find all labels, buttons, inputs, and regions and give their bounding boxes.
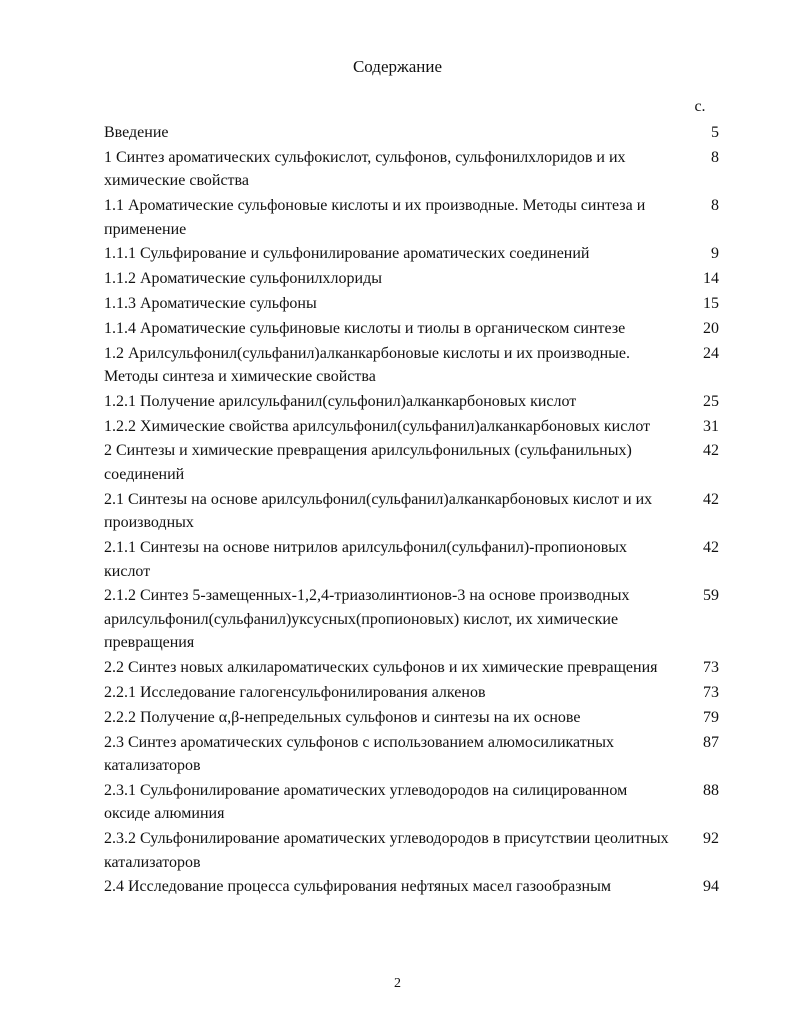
toc-entry-page: 42: [703, 442, 719, 460]
toc-entry-page: 25: [703, 392, 719, 410]
toc-entry-title: 2.3.1 Сульфонилирование ароматических углеводородов на силицированном оксиде алюминия: [104, 781, 628, 823]
toc-entry-page: 73: [703, 683, 719, 701]
toc-entry: [104, 242, 724, 266]
toc-entry-title: 2 Синтезы и химические превращения арилсульфонильных (сульфанильных) соединений: [104, 442, 632, 483]
toc-entry: [104, 292, 724, 316]
toc-entry-title: 1.1.4 Ароматические сульфиновые кислоты и тиолы в органическом синтезе: [104, 319, 626, 337]
toc-entry: [104, 121, 724, 145]
toc-entry-page: 5: [711, 124, 719, 141]
toc-entry-title: 2.1 Синтезы на основе арилсульфонил(сульфанил)алканкарбоновых кислот и их производных: [104, 490, 653, 532]
toc-entry: [104, 342, 724, 389]
toc-entry-title: 1.1 Ароматические сульфоновые кислоты и их производные. Методы синтеза и применение: [104, 197, 646, 238]
toc-entry-title: 2.1.2 Синтез 5-замещенных-1,2,4-триазолинтионов-3 на основе производных арилсульфонил(сульфанил)уксусных(пропионовых) кислот, их химические превращения: [104, 587, 630, 652]
toc-entry-page: 88: [703, 781, 719, 799]
toc-entry: [104, 827, 724, 874]
toc-entry-page: 73: [703, 659, 719, 677]
toc-entry: [104, 681, 724, 705]
page-number: 2: [394, 976, 401, 991]
toc-entry-page: 20: [703, 319, 719, 337]
toc-entry-title: 2.3 Синтез ароматических сульфонов с использованием алюмосиликатных катализаторов: [104, 733, 615, 775]
toc-entry-title: 1.2 Арилсульфонил(сульфанил)алканкарбоновые кислоты и их производные. Методы синтеза и химические свойства: [104, 344, 630, 386]
toc-entry-page: 31: [703, 417, 719, 435]
toc-entry-title: 1 Синтез ароматических сульфокислот, сульфонов, сульфонилхлоридов и их химические свойства: [104, 148, 626, 190]
toc-entry-title: 2.1.1 Синтезы на основе нитрилов арилсульфонил(сульфанил)-пропионовых кислот: [104, 539, 628, 580]
page-column-label: с.: [694, 98, 706, 115]
page-title: Содержание: [352, 57, 443, 76]
toc-entry: [104, 317, 724, 341]
toc-entry-page: 42: [703, 490, 719, 508]
toc-entry: [104, 779, 724, 826]
toc-entry: [104, 875, 724, 899]
toc-entry-title: Введение: [104, 124, 169, 141]
toc-entry-title: 1.1.2 Ароматические сульфонилхлориды: [104, 270, 382, 288]
toc-entry-title: 1.2.1 Получение арилсульфанил(сульфонил)алканкарбоновых кислот: [104, 392, 577, 410]
toc-entry-title: 1.2.2 Химические свойства арилсульфонил(сульфанил)алканкарбоновых кислот: [104, 417, 651, 435]
toc-entry: [104, 390, 724, 414]
toc-entry-page: 24: [703, 344, 719, 362]
toc-entry-page: 59: [703, 587, 719, 605]
toc-entry: [104, 415, 724, 439]
toc-entry-page: 87: [703, 733, 719, 751]
toc-entry-title: 1.1.3 Ароматические сульфоны: [104, 294, 317, 312]
toc-entry-title: 2.2 Синтез новых алкилароматических сульфонов и их химические превращения: [104, 659, 658, 677]
toc-entry-title: 2.2.1 Исследование галогенсульфонилирования алкенов: [104, 683, 486, 701]
toc-entry: [104, 439, 724, 486]
toc-entry: [104, 536, 724, 583]
toc-entry-page: 94: [703, 878, 719, 896]
toc-entry: [104, 731, 724, 778]
toc-entry-title: 1.1.1 Сульфирование и сульфонилирование ароматических соединений: [104, 245, 590, 263]
toc-entry-page: 79: [703, 708, 719, 726]
toc-entry: [104, 488, 724, 535]
toc-entry-title: 2.2.2 Получение α,β-непредельных сульфонов и синтезы на их основе: [104, 708, 581, 726]
toc-entry-page: 9: [711, 245, 719, 263]
toc-entry-title: 2.4 Исследование процесса сульфирования нефтяных масел газообразным: [104, 878, 611, 896]
toc-entry-title: 2.3.2 Сульфонилирование ароматических углеводородов в присутствии цеолитных катализаторов: [104, 830, 669, 871]
toc-entry: [104, 706, 724, 730]
toc-entry: [104, 656, 724, 680]
toc-entry: [104, 194, 724, 241]
toc-entry: [104, 267, 724, 291]
toc-entry: [104, 146, 724, 193]
toc-entry-page: 8: [711, 148, 719, 166]
toc-entry-page: 92: [703, 830, 719, 848]
table-of-contents: [104, 121, 724, 900]
toc-entry-page: 15: [703, 294, 719, 312]
toc-entry: [104, 584, 724, 655]
toc-entry-page: 8: [711, 197, 719, 215]
toc-entry-page: 42: [703, 539, 719, 557]
toc-entry-page: 14: [703, 270, 719, 288]
